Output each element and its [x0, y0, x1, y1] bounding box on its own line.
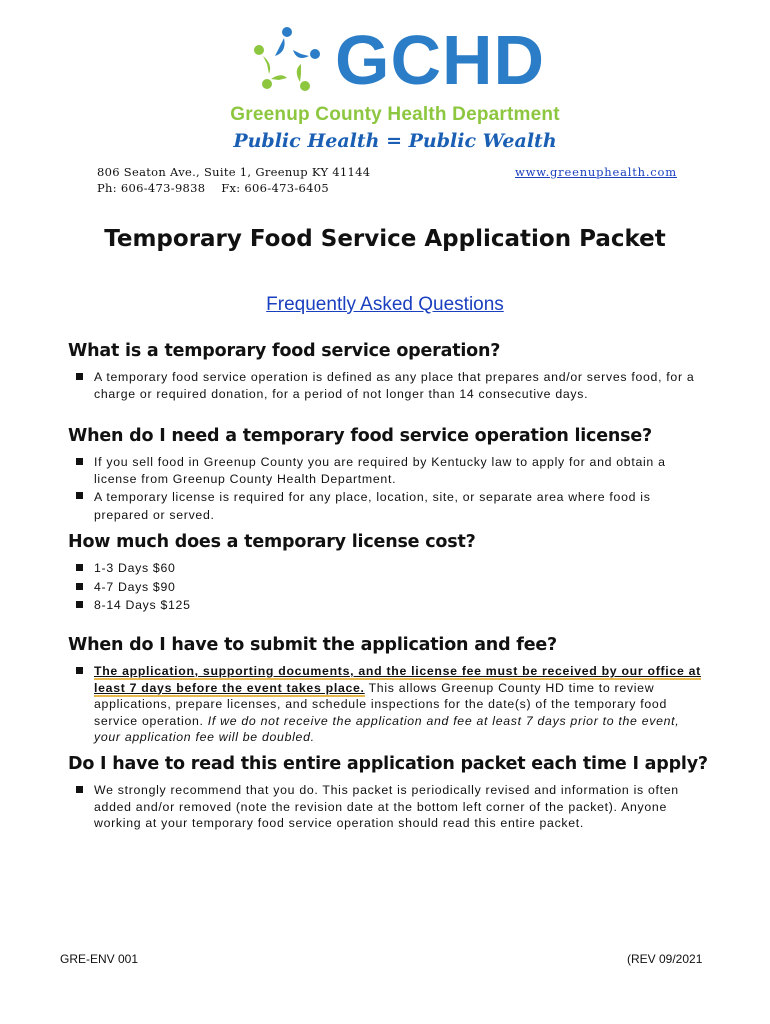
list-item: 4-7 Days $90	[94, 579, 708, 596]
question-heading: When do I have to submit the application and fee?	[68, 635, 557, 655]
faq-section-2	[68, 426, 708, 525]
list-item: We strongly recommend that you do. This packet is periodically revised and information is often added and/or removed (note the revision date at the bottom left corner of the packet). Anyone working at your temporary food service operation should read this entire packet.	[94, 782, 708, 832]
bullet-icon	[76, 786, 83, 793]
list-item: If you sell food in Greenup County you are required by Kentucky law to apply for and obtain a license from Greenup County Health Department.	[94, 454, 708, 487]
bullet-icon	[76, 492, 83, 499]
bullet-icon	[76, 667, 83, 674]
logo-wordmark: GCHD	[335, 21, 546, 99]
list-item: 1-3 Days $60	[94, 560, 708, 577]
page-title: Temporary Food Service Application Packet	[104, 226, 666, 252]
bullet-icon	[76, 564, 83, 571]
revision-date: (REV 09/2021	[627, 952, 703, 966]
question-heading: Do I have to read this entire application packet each time I apply?	[68, 754, 708, 774]
faq-section-3	[68, 532, 708, 615]
bullet-icon	[76, 458, 83, 465]
people-circle-icon	[245, 20, 330, 100]
list-item: A temporary food service operation is defined as any place that prepares and/or serves food, for a charge or required donation, for a period of not longer than 14 consecutive days.	[94, 369, 708, 402]
website-link[interactable]: www.greenuphealth.com	[515, 165, 677, 179]
question-heading: What is a temporary food service operation?	[68, 341, 501, 361]
gchd-logo	[230, 20, 560, 170]
bullet-icon	[76, 583, 83, 590]
address-line: 806 Seaton Ave., Suite 1, Greenup KY 41144	[97, 165, 371, 179]
faq-section-4	[68, 635, 708, 747]
question-heading: How much does a temporary license cost?	[68, 532, 476, 552]
faq-section-1	[68, 341, 708, 403]
department-name: Greenup County Health Department	[230, 104, 560, 125]
faq-heading[interactable]: Frequently Asked Questions	[266, 294, 504, 315]
list-item: 8-14 Days $125	[94, 597, 708, 614]
motto: Public Health = Public Wealth	[233, 130, 557, 152]
penalty-notice: If we do not receive the application and fee at least 7 days prior to the event, your application fee will be doubled.	[94, 713, 680, 744]
deadline-notice: The application, supporting documents, and the license fee must be received by our office at least 7 days before the event takes place.	[94, 664, 701, 695]
phone-fax-line: Ph: 606-473-9838 Fx: 606-473-6405	[97, 181, 329, 195]
list-item: The application, supporting documents, and the license fee must be received by our office at least 7 days before the event takes place. This allows Greenup County HD time to review applications, prepare licenses, and schedule inspections for the date(s) of the temporary food service operation. If we do not receive the application and fee at least 7 days prior to the event, your application fee will be doubled.	[94, 663, 708, 746]
form-code: GRE-ENV 001	[60, 952, 139, 966]
bullet-icon	[76, 601, 83, 608]
list-item: A temporary license is required for any place, location, site, or separate area where food is prepared or served.	[94, 488, 708, 524]
question-heading: When do I need a temporary food service operation license?	[68, 426, 652, 446]
faq-section-5	[68, 754, 708, 833]
bullet-icon	[76, 373, 83, 380]
